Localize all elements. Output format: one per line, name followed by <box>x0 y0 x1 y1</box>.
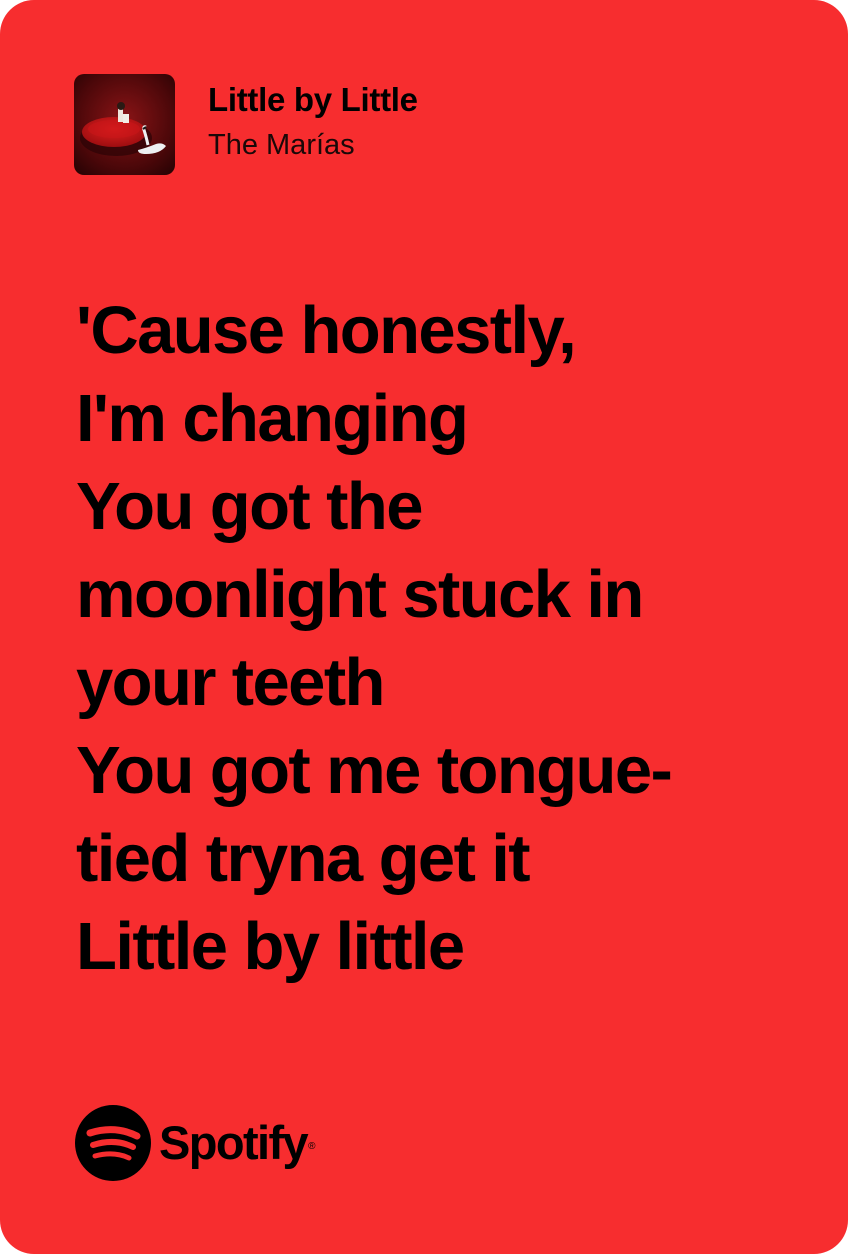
spotify-wordmark-text: Spotify <box>159 1116 308 1169</box>
album-cover <box>74 74 175 175</box>
lyric-line: You got me tongue- <box>76 733 672 808</box>
lyric-line: moonlight stuck in <box>76 557 643 632</box>
lyric-line: I'm changing <box>76 381 468 456</box>
track-title: Little by Little <box>208 80 418 118</box>
lyric-line: You got the <box>76 469 422 544</box>
track-artist: The Marías <box>208 128 355 161</box>
lyric-line: 'Cause honestly, <box>76 293 576 368</box>
album-cover-image <box>74 74 175 175</box>
spotify-logo-icon <box>75 1105 151 1181</box>
registered-mark: ® <box>308 1141 314 1152</box>
spotify-wordmark <box>159 1115 314 1171</box>
lyrics-block <box>76 287 776 991</box>
lyric-line: your teeth <box>76 645 384 720</box>
lyric-line: Little by little <box>76 909 464 984</box>
track-info <box>208 80 418 164</box>
spotify-brand[interactable] <box>75 1105 314 1181</box>
lyric-line: tied tryna get it <box>76 821 530 896</box>
track-header[interactable] <box>74 74 418 175</box>
